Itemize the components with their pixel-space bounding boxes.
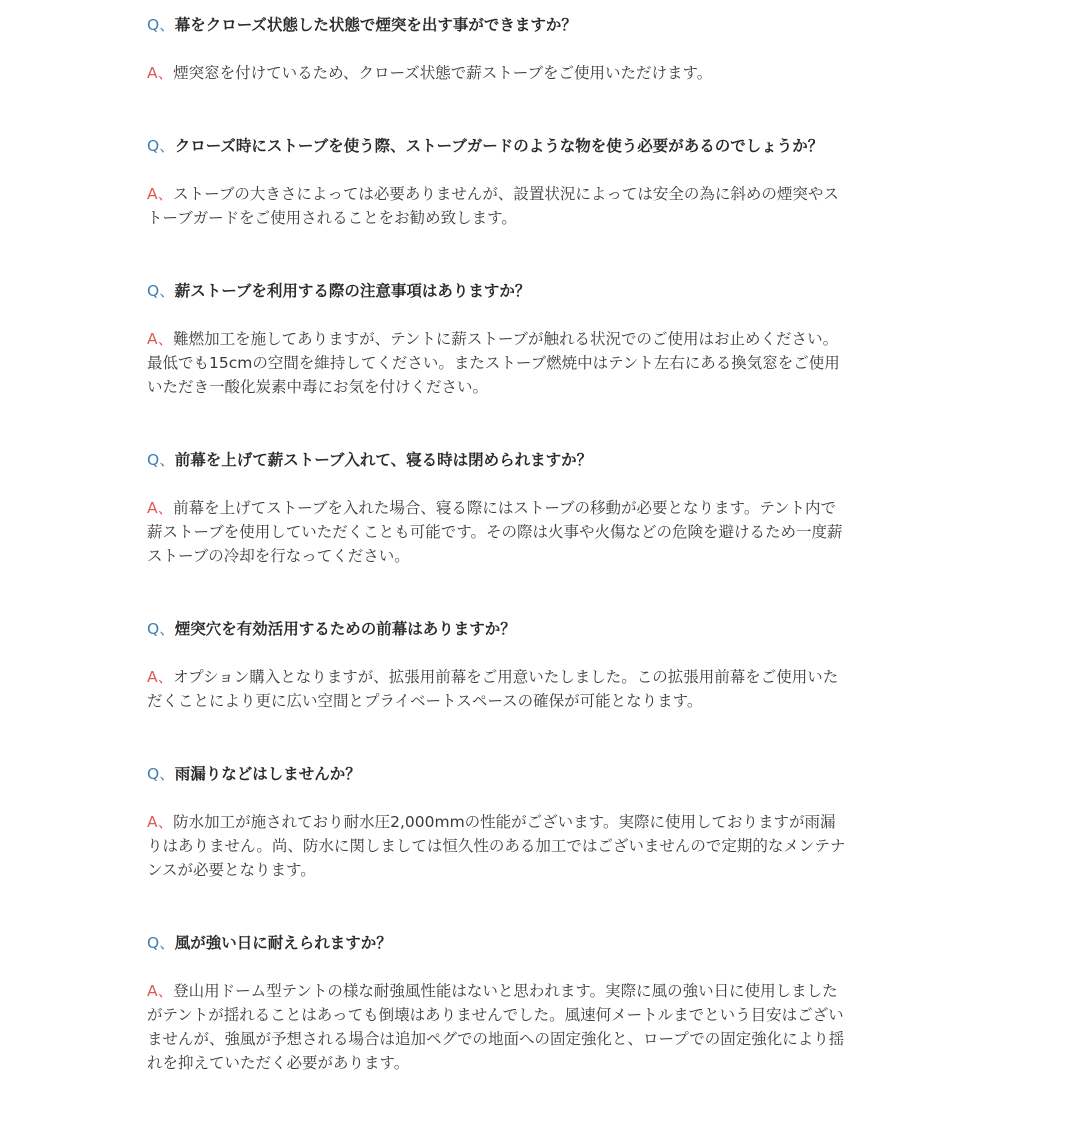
faq-answer — [147, 182, 947, 230]
answer-line — [147, 351, 947, 375]
answer-text: ませんが、強風が予想される場合は追加ペグでの地面への固定強化と、ロープでの固定強化により揺 — [147, 1030, 845, 1048]
answer-line — [147, 496, 947, 520]
question-marker: Q、 — [147, 451, 175, 469]
faq-question — [147, 617, 947, 641]
answer-line — [147, 858, 947, 882]
answer-line — [147, 665, 947, 689]
answer-line — [147, 1003, 947, 1027]
answer-marker: A、 — [147, 499, 174, 517]
question-text: 煙突穴を有効活用するための前幕はありますか？ — [174, 620, 516, 638]
faq-item — [147, 762, 947, 882]
faq-question — [147, 448, 947, 472]
faq-question — [147, 279, 947, 303]
answer-text: いただき一酸化炭素中毒にお気を付けください。 — [147, 378, 489, 396]
question-marker: Q、 — [147, 934, 175, 952]
question-text: クローズ時にストーブを使う際、ストーブガードのような物を使う必要があるのでしょうか？ — [174, 137, 824, 155]
answer-line — [147, 327, 947, 351]
answer-text: がテントが揺れることはあっても倒壊はありませんでした。風速何メートルまでという目安はござい — [147, 1006, 844, 1024]
question-text: 風が強い日に耐えられますか？ — [174, 934, 392, 952]
answer-text: トーブガードをご使用されることをお勧め致します。 — [147, 209, 517, 227]
answer-marker: A、 — [147, 668, 174, 686]
answer-line — [147, 375, 947, 399]
answer-text: りはありません。尚、防水に関しましては恒久性のある加工ではございませんので定期的なメンテナ — [147, 837, 846, 855]
faq-question — [147, 931, 947, 955]
faq-item — [147, 13, 947, 85]
question-text: 雨漏りなどはしませんか？ — [174, 765, 361, 783]
faq-item — [147, 931, 947, 1075]
faq-answer — [147, 810, 947, 882]
question-marker: Q、 — [147, 16, 175, 34]
answer-marker: A、 — [147, 982, 174, 1000]
faq-list — [147, 13, 947, 1124]
answer-line — [147, 206, 947, 230]
faq-question — [147, 134, 947, 158]
answer-line — [147, 834, 947, 858]
faq-item — [147, 617, 947, 713]
answer-text: オプション購入となりますが、拡張用前幕をご用意いたしました。この拡張用前幕をご使用いた — [173, 668, 839, 686]
question-marker: Q、 — [147, 282, 175, 300]
answer-line — [147, 61, 947, 85]
answer-line — [147, 810, 947, 834]
faq-question — [147, 762, 947, 786]
answer-text: れを抑えていただく必要があります。 — [147, 1054, 410, 1072]
question-text: 幕をクローズ状態した状態で煙突を出す事ができますか？ — [174, 16, 577, 34]
answer-text: 煙突窓を付けているため、クローズ状態で薪ストーブをご使用いただけます。 — [173, 64, 713, 82]
faq-answer — [147, 665, 947, 713]
answer-line — [147, 182, 947, 206]
question-marker: Q、 — [147, 765, 175, 783]
answer-line — [147, 689, 947, 713]
answer-text: ンスが必要となります。 — [147, 861, 316, 879]
answer-text: 防水加工が施されており耐水圧2,000mmの性能がございます。実際に使用しておりますが雨漏 — [173, 813, 836, 831]
faq-answer — [147, 979, 947, 1075]
answer-text: ストーブの冷却を行なってください。 — [147, 547, 410, 565]
answer-text: 登山用ドーム型テントの様な耐強風性能はないと思われます。実際に風の強い日に使用しました — [173, 982, 838, 1000]
answer-line — [147, 979, 947, 1003]
faq-answer — [147, 496, 947, 568]
answer-text: ストーブの大きさによっては必要ありませんが、設置状況によっては安全の為に斜めの煙突やス — [173, 185, 839, 203]
question-marker: Q、 — [147, 137, 175, 155]
question-text: 前幕を上げて薪ストーブ入れて、寝る時は閉められますか？ — [174, 451, 593, 469]
answer-marker: A、 — [147, 185, 174, 203]
answer-line — [147, 544, 947, 568]
answer-text: だくことにより更に広い空間とプライベートスペースの確保が可能となります。 — [147, 692, 703, 710]
faq-item — [147, 448, 947, 568]
answer-text: 前幕を上げてストーブを入れた場合、寝る際にはストーブの移動が必要となります。テント内で — [173, 499, 837, 517]
answer-text: 最低でも15cmの空間を維持してください。またストーブ燃焼中はテント左右にある換気窓をご使用 — [147, 354, 840, 372]
question-marker: Q、 — [147, 620, 175, 638]
answer-marker: A、 — [147, 813, 174, 831]
answer-text: 難燃加工を施してありますが、テントに薪ストーブが触れる状況でのご使用はお止めください。 — [173, 330, 839, 348]
answer-line — [147, 1051, 947, 1075]
answer-line — [147, 1027, 947, 1051]
question-text: 薪ストーブを利用する際の注意事項はありますか？ — [174, 282, 531, 300]
answer-marker: A、 — [147, 330, 174, 348]
faq-answer — [147, 327, 947, 399]
faq-item — [147, 134, 947, 230]
answer-text: 薪ストーブを使用していただくことも可能です。その際は火事や火傷などの危険を避けるため一度薪 — [147, 523, 843, 541]
answer-line — [147, 520, 947, 544]
answer-marker: A、 — [147, 64, 174, 82]
faq-question — [147, 13, 947, 37]
faq-item — [147, 279, 947, 399]
faq-answer — [147, 61, 947, 85]
